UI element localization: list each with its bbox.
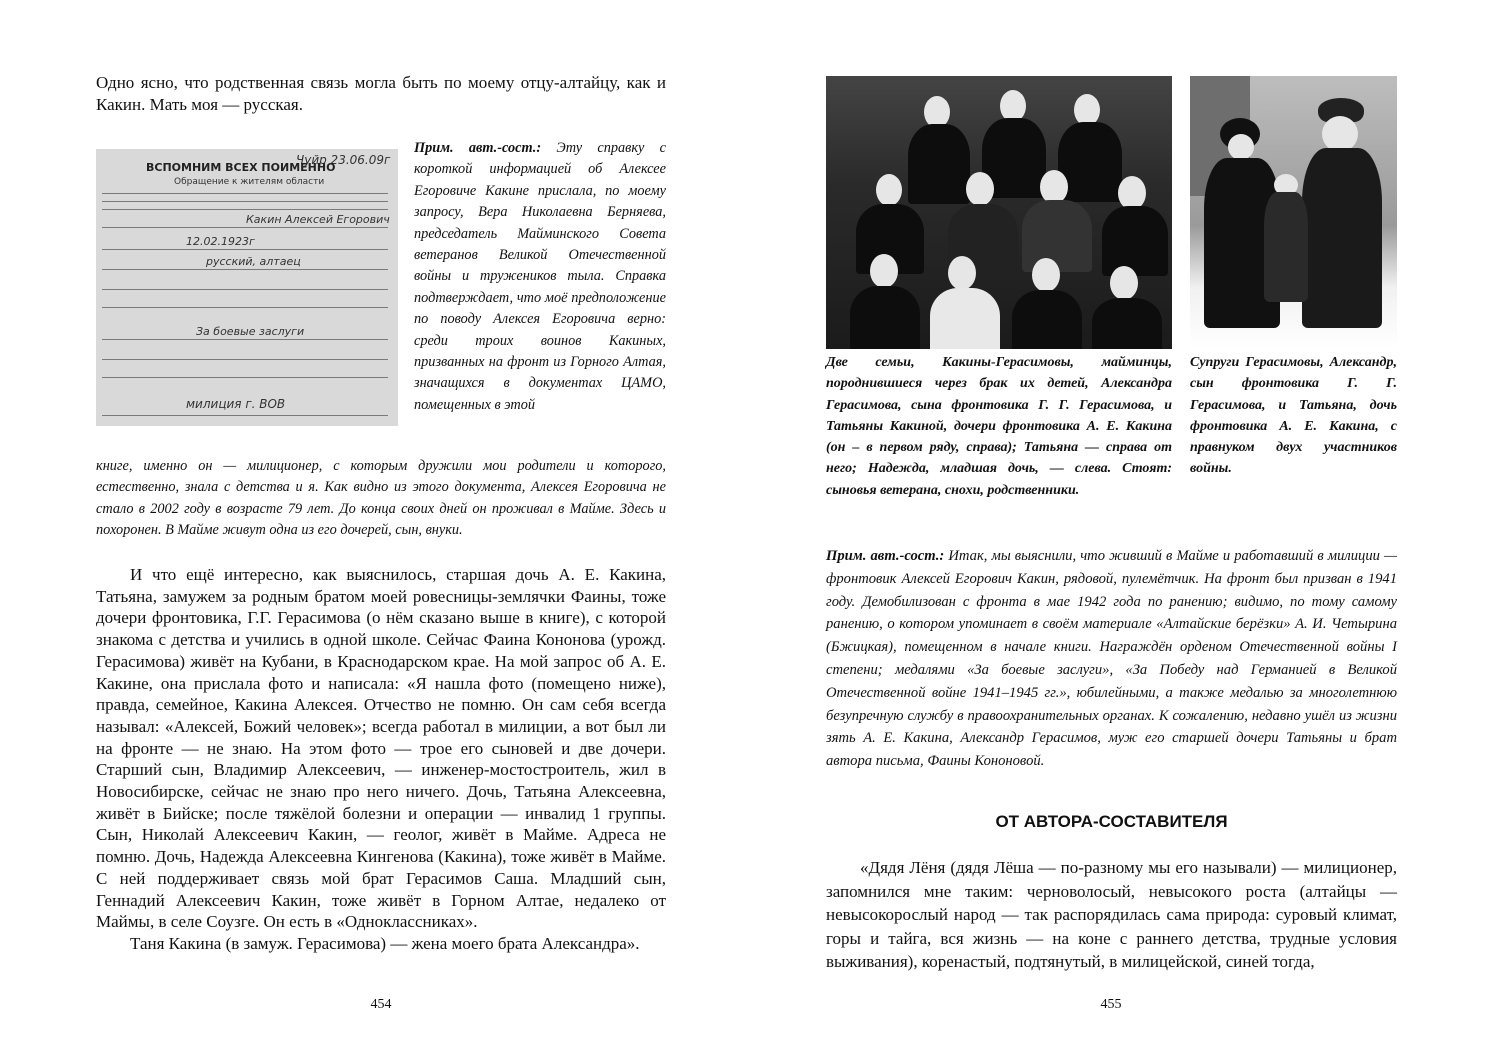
couple-with-child-photo	[1190, 76, 1397, 348]
family-group-photo	[826, 76, 1172, 349]
left-note-wide: книге, именно он — милиционер, с которым дружили мои родители и которого, естественно, знала с детства и я. Как видно из этого документа, Алексея Егоровича не стало в 2002 году в возрасте 79 лет. До конца своих дней он проживал в Майме. Здесь и похоронен. В Майме живут одна из его дочерей, сын, внуки.	[96, 458, 666, 539]
doc-title: ВСПОМНИМ ВСЕХ ПОИМЕННО	[146, 161, 336, 174]
doc-handwritten-name: Какин Алексей Егорович	[246, 213, 390, 226]
left-note-label: Прим. авт.-сост.:	[414, 140, 542, 156]
caption-couple-photo: Супруги Герасимовы, Александр, сын фронтовика Г. Г. Герасимова, и Татьяна, дочь фронтовика А. Е. Какина, с правнуком двух участников войны.	[1190, 355, 1397, 477]
doc-handwritten-nationality: русский, алтаец	[206, 255, 301, 268]
right-note	[826, 545, 1397, 773]
doc-handwritten-award: За боевые заслуги	[196, 325, 305, 338]
archive-document-photo	[96, 149, 398, 426]
page-number-left: 454	[370, 997, 392, 1012]
left-last-line: Таня Какина (в замуж. Герасимова) — жена моего брата Александра».	[130, 933, 640, 953]
section-heading: ОТ АВТОРА-СОСТАВИТЕЛЯ	[995, 812, 1228, 831]
doc-handwritten-date: 12.02.1923г	[186, 235, 255, 248]
right-note-text: Итак, мы выяснили, что живший в Майме и работавший в милиции — фронтовик Алексей Егорович Какин, рядовой, пулемётчик. На фронт был призван в 1941 году. Демобилизован с фронта в мае 1942 года по ранению; видимо, по тому самому ранению, о котором упоминает в своём материале «Алтайские берёзки» А. И. Четырина (Бжицкая), помещенном в начале книги. Награждён орденом Отечественной войны I степени; медалями «За боевые заслуги», «За Победу над Германией в Великой Отечественной войне 1941–1945 гг.», юбилейными, а также медалью за многолетнюю безупречную службу в правоохранительных органах. К сожалению, недавно ушёл из жизни зять А. Е. Какина, Александр Герасимов, муж его старшей дочери Татьяны и брат автора письма, Фаины Кононовой.	[826, 548, 1398, 770]
left-note-side	[414, 138, 666, 416]
doc-handwritten-footer: милиция г. ВОВ	[186, 397, 286, 411]
doc-stamp: Чуйр 23.06.09г	[296, 153, 391, 167]
left-note-side-text: Эту справку с короткой информацией об Алексее Егоровиче Какине прислала, по моему запросу, Вера Николаевна Берняева, председатель Майминского Совета ветеранов Великой Отечественной войны и тружеников тыла. Справка подтверждает, что моё предположение по поводу Алексея Егоровича верно: среди троих воинов Какиных, призванных на фронт из Горного Алтая, значащихся в документах ЦАМО, помещенных в этой	[414, 140, 666, 413]
right-note-label: Прим. авт.-сост.:	[826, 548, 945, 564]
doc-subtitle: Обращение к жителям области	[174, 177, 325, 187]
right-main-paragraph: «Дядя Лёня (дядя Лёша — по-разному мы его называли) — милиционер, запомнился мне таким: черноволосый, невысокого роста (алтайцы — невысокорослый народ — так распорядилась сама природа: суровый климат, горы и тайга, вся жизнь — на коне с раннего детства, трудные условия выживания), коренастый, подтянутый, в милицейской, синей тогда,	[826, 858, 1397, 972]
left-main-text	[96, 564, 666, 955]
left-intro-paragraph: Одно ясно, что родственная связь могла быть по моему отцу-алтайцу, как и Какин. Мать моя — русская.	[96, 73, 666, 114]
caption-family-photo: Две семьи, Какины-Герасимовы, майминцы, породнившиеся через брак их детей, Александра Герасимова, сына фронтовика Г. Г. Герасимова, и Татьяны Какиной, дочери фронтовика А. Е. Какина (он – в первом ряду, справа); Татьяна — справа от него; Надежда, младшая дочь, — слева. Стоят: сыновья ветерана, снохи, родственники.	[826, 355, 1172, 498]
page-number-right: 455	[1100, 997, 1122, 1012]
left-main-paragraph: И что ещё интересно, как выяснилось, старшая дочь А. Е. Какина, Татьяна, замужем за родным братом моей ровесницы-землячки Фаины, тоже дочери фронтовика, Г.Г. Герасимова (о нём сказано выше в книге), с которой знакома с детства и учились в одной школе. Сейчас Фаина Кононова (урожд. Герасимова) живёт на Кубани, в Краснодарском крае. На мой запрос об А. Е. Какине, она прислала фото и написала: «Я нашла фото (помещено ниже), правда, семейное, Какина Алексея. Отчество не помню. Он сам себя всегда называл: «Алексей, Божий человек»; всегда работал в милиции, а вот был ли на фронте — не знаю. На этом фото — трое его сыновей и две дочери. Старший сын, Владимир Алексеевич, — инженер-мостостроитель, жил в Новосибирске, сейчас не знаю про него ничего. Дочь, Татьяна Алексеевна, живёт в Бийске; после тяжёлой болезни и операции — инвалид 1 группы. Сын, Николай Алексеевич Какин, — геолог, живёт в Майме. Адреса не помню. Дочь, Надежда Алексеевна Кингенова (Какина), тоже живёт в Майме. С ней поддерживает связь мой брат Герасимов Саша. Младший сын, Геннадий Алексеевич Какин, тоже живёт в Горном Алтае, недалеко от Маймы, в селе Соузге. Он есть в «Одноклассниках».	[96, 565, 666, 932]
